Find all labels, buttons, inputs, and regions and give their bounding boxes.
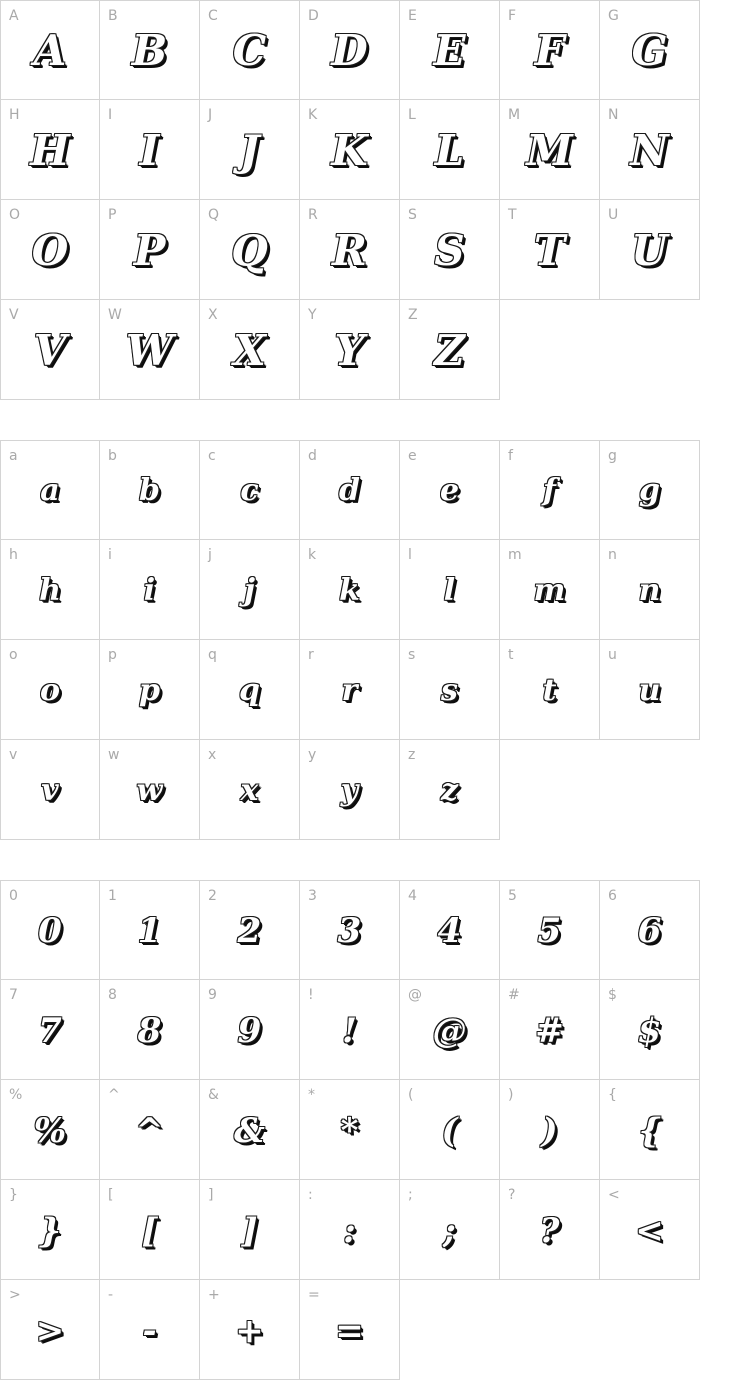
glyph-cell	[200, 980, 300, 1080]
cell-character-label: *	[308, 1087, 315, 1103]
glyph-row	[0, 540, 740, 640]
glyph-row	[0, 1180, 740, 1280]
cell-glyph-preview: 3	[337, 911, 362, 951]
glyph-cell	[600, 0, 700, 100]
cell-character-label: x	[208, 747, 217, 763]
cell-glyph-preview: O	[31, 225, 69, 275]
cell-character-label: D	[308, 8, 319, 24]
cell-glyph-preview: @	[432, 1010, 467, 1051]
cell-character-label: :	[308, 1187, 313, 1203]
glyph-row	[0, 300, 740, 400]
glyph-cell	[200, 1180, 300, 1280]
cell-character-label: I	[108, 107, 113, 123]
cell-character-label: v	[9, 747, 18, 763]
cell-glyph-preview: H	[30, 125, 70, 175]
glyph-cell	[400, 200, 500, 300]
glyph-cell	[0, 740, 100, 840]
cell-glyph-preview: (	[441, 1110, 458, 1151]
cell-glyph-preview: R	[332, 225, 367, 275]
cell-character-label: %	[9, 1087, 23, 1103]
glyph-cell	[0, 0, 100, 100]
cell-character-label: @	[408, 987, 422, 1003]
cell-character-label: n	[608, 547, 617, 563]
glyph-row	[0, 100, 740, 200]
glyph-cell	[400, 1180, 500, 1280]
glyph-cell	[100, 1280, 200, 1380]
cell-glyph-preview: D	[331, 26, 368, 75]
cell-glyph-preview: ;	[443, 1210, 456, 1251]
glyph-cell	[0, 440, 100, 540]
cell-glyph-preview: h	[39, 572, 61, 608]
cell-glyph-preview: i	[143, 572, 156, 608]
cell-glyph-preview: {	[638, 1110, 661, 1151]
cell-glyph-preview: ?	[539, 1210, 560, 1251]
cell-glyph-preview: %	[33, 1110, 67, 1151]
glyph-cell	[0, 200, 100, 300]
cell-glyph-preview: t	[542, 672, 557, 708]
glyph-cell	[200, 1080, 300, 1180]
cell-character-label: Q	[208, 207, 220, 223]
cell-character-label: s	[408, 647, 416, 663]
glyph-row	[0, 440, 740, 540]
cell-glyph-preview: !	[342, 1010, 357, 1051]
glyph-cell	[600, 1180, 700, 1280]
cell-character-label: f	[508, 448, 513, 464]
cell-glyph-preview: v	[41, 772, 59, 808]
cell-glyph-preview: 4	[437, 911, 462, 951]
cell-character-label: O	[9, 207, 21, 223]
glyph-cell	[300, 880, 400, 980]
glyph-cell	[300, 100, 400, 200]
cell-glyph-preview: 1	[137, 911, 162, 951]
section-lowercase	[0, 440, 740, 840]
cell-character-label: G	[608, 8, 619, 24]
cell-glyph-preview: T	[533, 225, 566, 275]
cell-glyph-preview: f	[543, 473, 556, 508]
glyph-cell	[300, 200, 400, 300]
glyph-cell	[200, 540, 300, 640]
cell-character-label: l	[408, 547, 412, 563]
cell-glyph-preview: L	[434, 125, 465, 175]
glyph-row	[0, 880, 740, 980]
glyph-cell	[500, 540, 600, 640]
glyph-cell	[600, 880, 700, 980]
cell-character-label: F	[508, 8, 517, 24]
glyph-cell	[400, 0, 500, 100]
cell-glyph-preview: 2	[237, 911, 262, 951]
cell-glyph-preview: s	[441, 672, 458, 708]
glyph-cell	[200, 0, 300, 100]
cell-glyph-preview: d	[339, 473, 360, 508]
cell-glyph-preview: 5	[537, 911, 562, 951]
cell-character-label: Z	[408, 307, 418, 323]
cell-character-label: 3	[308, 888, 317, 904]
cell-character-label: S	[408, 207, 417, 223]
glyph-cell	[500, 100, 600, 200]
glyph-cell	[200, 440, 300, 540]
glyph-cell	[400, 300, 500, 400]
glyph-row	[0, 200, 740, 300]
cell-glyph-preview: W	[125, 325, 174, 375]
cell-glyph-preview: 7	[38, 1010, 62, 1051]
cell-glyph-preview: E	[433, 26, 466, 75]
cell-character-label: }	[9, 1187, 18, 1203]
glyph-cell	[100, 300, 200, 400]
cell-glyph-preview: X	[233, 325, 266, 375]
cell-character-label: e	[408, 448, 417, 464]
section-uppercase	[0, 0, 740, 400]
cell-glyph-preview: V	[33, 325, 67, 375]
glyph-row	[0, 1280, 740, 1380]
cell-character-label: R	[308, 207, 318, 223]
glyph-cell	[400, 640, 500, 740]
cell-glyph-preview: c	[240, 473, 259, 508]
cell-character-label: ]	[208, 1187, 214, 1203]
glyph-cell	[200, 100, 300, 200]
glyph-cell	[100, 1180, 200, 1280]
cell-character-label: y	[308, 747, 317, 763]
glyph-cell	[500, 440, 600, 540]
glyph-cell	[0, 880, 100, 980]
cell-glyph-preview: m	[533, 572, 566, 608]
cell-character-label: +	[208, 1287, 220, 1303]
cell-glyph-preview: }	[39, 1210, 61, 1251]
glyph-row	[0, 980, 740, 1080]
glyph-cell	[100, 0, 200, 100]
cell-character-label: 4	[408, 888, 417, 904]
cell-glyph-preview: I	[139, 125, 160, 175]
cell-character-label: ;	[408, 1187, 413, 1203]
cell-glyph-preview: w	[136, 772, 163, 808]
section-symbols	[0, 880, 740, 1380]
cell-character-label: =	[308, 1287, 320, 1303]
cell-glyph-preview: Q	[231, 225, 268, 275]
cell-glyph-preview: )	[541, 1110, 558, 1151]
glyph-cell	[100, 640, 200, 740]
cell-glyph-preview: 6	[637, 911, 662, 951]
cell-character-label: -	[108, 1287, 114, 1303]
cell-glyph-preview: 8	[137, 1010, 162, 1051]
cell-character-label: H	[9, 107, 20, 123]
cell-character-label: 9	[208, 987, 217, 1003]
glyph-cell	[0, 1080, 100, 1180]
cell-glyph-preview: e	[439, 473, 460, 508]
glyph-row	[0, 0, 740, 100]
cell-glyph-preview: F	[534, 26, 565, 75]
cell-character-label: q	[208, 647, 217, 663]
cell-character-label: P	[108, 207, 117, 223]
glyph-cell	[0, 300, 100, 400]
glyph-cell	[300, 0, 400, 100]
glyph-cell	[0, 640, 100, 740]
cell-character-label: &	[208, 1087, 219, 1103]
cell-glyph-preview: *	[340, 1110, 359, 1151]
glyph-cell	[500, 980, 600, 1080]
cell-character-label: >	[9, 1287, 21, 1303]
glyph-row	[0, 1080, 740, 1180]
cell-glyph-preview: y	[340, 772, 359, 808]
cell-character-label: 2	[208, 888, 217, 904]
glyph-cell	[600, 200, 700, 300]
glyph-cell	[100, 980, 200, 1080]
cell-glyph-preview: &	[234, 1110, 265, 1151]
cell-glyph-preview: >	[35, 1310, 65, 1351]
cell-character-label: b	[108, 448, 117, 464]
glyph-cell	[300, 540, 400, 640]
cell-glyph-preview: +	[235, 1310, 264, 1351]
cell-character-label: A	[9, 8, 19, 24]
glyph-cell	[200, 200, 300, 300]
cell-character-label: p	[108, 647, 117, 663]
cell-character-label: V	[9, 307, 19, 323]
cell-character-label: 8	[108, 987, 117, 1003]
glyph-row	[0, 740, 740, 840]
cell-character-label: 6	[608, 888, 617, 904]
cell-glyph-preview: k	[339, 572, 360, 608]
glyph-cell	[600, 640, 700, 740]
cell-glyph-preview: b	[139, 473, 160, 508]
cell-character-label: )	[508, 1087, 514, 1103]
glyph-cell	[0, 1180, 100, 1280]
cell-glyph-preview: o	[39, 672, 60, 708]
cell-character-label: #	[508, 987, 520, 1003]
glyph-cell	[400, 740, 500, 840]
cell-character-label: 5	[508, 888, 517, 904]
cell-glyph-preview: r	[341, 672, 358, 708]
cell-character-label: B	[108, 8, 118, 24]
glyph-cell	[400, 1080, 500, 1180]
glyph-cell	[300, 440, 400, 540]
cell-glyph-preview: q	[239, 672, 260, 708]
glyph-cell	[200, 880, 300, 980]
cell-glyph-preview: K	[331, 125, 368, 175]
cell-glyph-preview: a	[40, 473, 60, 508]
cell-character-label: ?	[508, 1187, 516, 1203]
cell-character-label: i	[108, 547, 112, 563]
glyph-cell	[600, 100, 700, 200]
cell-character-label: M	[508, 107, 521, 123]
cell-character-label: r	[308, 647, 314, 663]
cell-glyph-preview: N	[630, 125, 669, 175]
glyph-cell	[0, 540, 100, 640]
cell-glyph-preview: ^	[135, 1110, 164, 1151]
cell-glyph-preview: U	[631, 225, 668, 275]
cell-character-label: c	[208, 448, 216, 464]
glyph-cell	[500, 200, 600, 300]
glyph-cell	[300, 1180, 400, 1280]
cell-glyph-preview: x	[240, 772, 259, 808]
cell-character-label: U	[608, 207, 619, 223]
glyph-cell	[100, 440, 200, 540]
cell-glyph-preview: p	[139, 672, 160, 708]
cell-glyph-preview: ]	[241, 1210, 258, 1251]
cell-glyph-preview: z	[440, 772, 459, 808]
cell-character-label: Y	[308, 307, 317, 323]
glyph-cell	[200, 740, 300, 840]
glyph-cell	[400, 980, 500, 1080]
glyph-cell	[500, 640, 600, 740]
glyph-cell	[600, 540, 700, 640]
cell-character-label: N	[608, 107, 619, 123]
glyph-cell	[500, 1080, 600, 1180]
cell-glyph-preview: 9	[237, 1010, 262, 1051]
cell-character-label: ^	[108, 1087, 120, 1103]
cell-glyph-preview: Z	[434, 325, 465, 375]
glyph-cell	[300, 980, 400, 1080]
cell-character-label: z	[408, 747, 416, 763]
cell-character-label: u	[608, 647, 617, 663]
cell-character-label: j	[208, 547, 212, 563]
cell-character-label: E	[408, 8, 417, 24]
glyph-cell	[300, 300, 400, 400]
cell-character-label: a	[9, 448, 18, 464]
cell-glyph-preview: B	[131, 26, 168, 75]
glyph-cell	[0, 1280, 100, 1380]
cell-character-label: W	[108, 307, 122, 323]
cell-character-label: <	[608, 1187, 620, 1203]
glyph-cell	[200, 300, 300, 400]
cell-glyph-preview: G	[631, 26, 668, 75]
glyph-cell	[100, 880, 200, 980]
cell-character-label: k	[308, 547, 317, 563]
cell-character-label: T	[508, 207, 517, 223]
glyph-cell	[400, 880, 500, 980]
cell-glyph-preview: n	[638, 572, 661, 608]
cell-glyph-preview: j	[244, 572, 255, 608]
glyph-cell	[0, 980, 100, 1080]
cell-character-label: m	[508, 547, 522, 563]
glyph-cell	[100, 540, 200, 640]
glyph-cell	[600, 980, 700, 1080]
glyph-cell	[500, 880, 600, 980]
cell-character-label: K	[308, 107, 318, 123]
cell-character-label: !	[308, 987, 314, 1003]
cell-glyph-preview: J	[239, 125, 260, 175]
cell-glyph-preview: A	[33, 26, 67, 75]
cell-glyph-preview: $	[637, 1010, 662, 1051]
cell-character-label: d	[308, 448, 317, 464]
glyph-cell	[300, 1080, 400, 1180]
cell-glyph-preview: [	[141, 1210, 158, 1251]
glyph-cell	[600, 1080, 700, 1180]
glyph-cell	[100, 100, 200, 200]
glyph-cell	[100, 200, 200, 300]
cell-character-label: h	[9, 547, 18, 563]
cell-character-label: t	[508, 647, 514, 663]
glyph-cell	[0, 100, 100, 200]
cell-glyph-preview: u	[638, 672, 661, 708]
cell-glyph-preview: g	[639, 473, 660, 508]
glyph-cell	[600, 440, 700, 540]
cell-character-label: o	[9, 647, 18, 663]
glyph-cell	[300, 740, 400, 840]
glyph-cell	[100, 740, 200, 840]
cell-character-label: [	[108, 1187, 114, 1203]
cell-character-label: $	[608, 987, 617, 1003]
cell-character-label: C	[208, 8, 218, 24]
cell-glyph-preview: #	[535, 1010, 564, 1051]
cell-character-label: L	[408, 107, 416, 123]
cell-glyph-preview: :	[343, 1210, 356, 1251]
cell-glyph-preview: M	[526, 125, 573, 175]
glyph-cell	[400, 440, 500, 540]
cell-character-label: {	[608, 1087, 617, 1103]
cell-character-label: w	[108, 747, 120, 763]
cell-character-label: 1	[108, 888, 117, 904]
cell-glyph-preview: P	[133, 225, 166, 275]
cell-glyph-preview: 0	[38, 911, 62, 951]
glyph-cell	[400, 540, 500, 640]
cell-glyph-preview: C	[232, 26, 267, 75]
cell-glyph-preview: <	[635, 1210, 664, 1251]
glyph-cell	[200, 640, 300, 740]
glyph-cell	[400, 100, 500, 200]
cell-glyph-preview: =	[335, 1310, 364, 1351]
cell-character-label: J	[208, 107, 213, 123]
cell-character-label: g	[608, 448, 617, 464]
cell-glyph-preview: Y	[334, 325, 365, 375]
cell-character-label: 7	[9, 987, 18, 1003]
cell-character-label: 0	[9, 888, 18, 904]
glyph-cell	[500, 0, 600, 100]
cell-glyph-preview: -	[142, 1310, 157, 1351]
cell-glyph-preview: S	[434, 225, 465, 275]
glyph-cell	[200, 1280, 300, 1380]
cell-character-label: X	[208, 307, 218, 323]
glyph-cell	[500, 1180, 600, 1280]
glyph-cell	[100, 1080, 200, 1180]
cell-glyph-preview: l	[443, 572, 456, 608]
cell-character-label: (	[408, 1087, 414, 1103]
glyph-cell	[300, 640, 400, 740]
glyph-row	[0, 640, 740, 740]
glyph-cell	[300, 1280, 400, 1380]
